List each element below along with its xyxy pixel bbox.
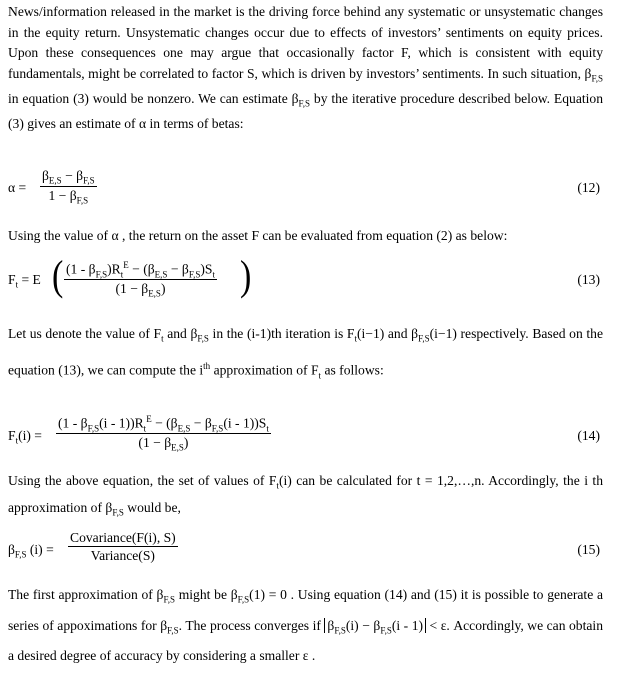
equation-12: α = $\frac{\beta_{E,S} - \beta_{F,S}}{1 - \beta_{F,S}}$ (12): [8, 168, 600, 206]
intro-paragraph: News/information released in the market is the driving force behind any systematic or unsystematic changes in the equity return. Unsystematic changes occur due to effects of investors’ sentiments on equity prices. Upon these consequences one may argue that occasionally factor F, which is consistent with equity fundamentals, might be correlated to factor S, which is driven by investors’ sentiments. In such situation, $\beta_{F,S}$ in equation (3) would be nonzero. We can estimate $\beta_{F,S}$ by the iterative procedure described below. Equation (3) gives an estimate of α in terms of betas:: [8, 4, 604, 132]
equation-15: $\beta_{F,S}$ (i) = Covariance(F(i), S) Variance(S) (15): [8, 530, 600, 563]
right-brace-13: ): [240, 253, 252, 300]
equation-number-14: (14): [577, 428, 600, 443]
equation-14: $F_t(i)$ = $(1 - \beta_{F,S}(i - 1))R_t^E - (\beta_{E,S} - \beta_{F,S}(i - 1))S_t$ $(1 - \beta_{E,S})$ (14): [8, 414, 600, 453]
equation-14-fraction: $(1 - \beta_{F,S}(i - 1))R_t^E - (\beta_{E,S} - \beta_{F,S}(i - 1))S_t$ $(1 - \beta_{E,S})$: [58, 414, 269, 453]
equation-12-fraction: $\frac{\beta_{E,S} - \beta_{F,S}}{1 - \beta_{F,S}}$: [42, 168, 95, 206]
equation-13: $F_t = E$ ( $(1 - \beta_{F,S})R_t^E - (\beta_{E,S} - \beta_{F,S})S_t$ $(1 - \beta_{E,S})$ ) (13): [8, 253, 600, 300]
paragraph-convergence: The first approximation of $\beta_{F,S}$ might be $\beta_{F,S}(1) = 0$ . Using equation (14) and (15) it is possible to generate a series of appoximations for $\beta_{F,S}$. The process converges if $\beta_{F,S}(i) - \beta_{F,S}(i - 1) < \varepsilon$. Accordingly, we can obtain a desired degree of accuracy by considering a smaller ε .: [8, 587, 603, 664]
paragraph-iteration: Let us denote the value of $F_t$ and $\beta_{F,S}$ in the (i-1)th iteration is $F_t(i-1)$ and $\beta_{F,S}(i-1)$ respectively. Based on the equation (13), we can compute the $i^{th}$ approximation of $F_t$ as follows:: [8, 326, 603, 380]
convergence-abs-expression: $\beta_{F,S}(i) - \beta_{F,S}(i - 1)$: [324, 618, 426, 633]
paragraph-using-alpha: Using the value of α , the return on the asset F can be evaluated from equation (2) as below:: [8, 228, 508, 243]
equation-number-12: (12): [577, 180, 600, 195]
equation-15-fraction: Covariance(F(i), S) Variance(S): [70, 530, 176, 563]
equation-number-15: (15): [577, 542, 600, 557]
equation-13-fraction: $(1 - \beta_{F,S})R_t^E - (\beta_{E,S} - \beta_{F,S})S_t$ $(1 - \beta_{E,S})$: [66, 260, 215, 299]
paragraph-set-of-values: Using the above equation, the set of values of $F_t(i)$ can be calculated for t = 1,2,…,n. Accordingly, the i th approximation of $\beta_{F,S}$ would be,: [8, 473, 604, 518]
left-brace-13: (: [52, 253, 64, 300]
equation-number-13: (13): [577, 272, 600, 287]
